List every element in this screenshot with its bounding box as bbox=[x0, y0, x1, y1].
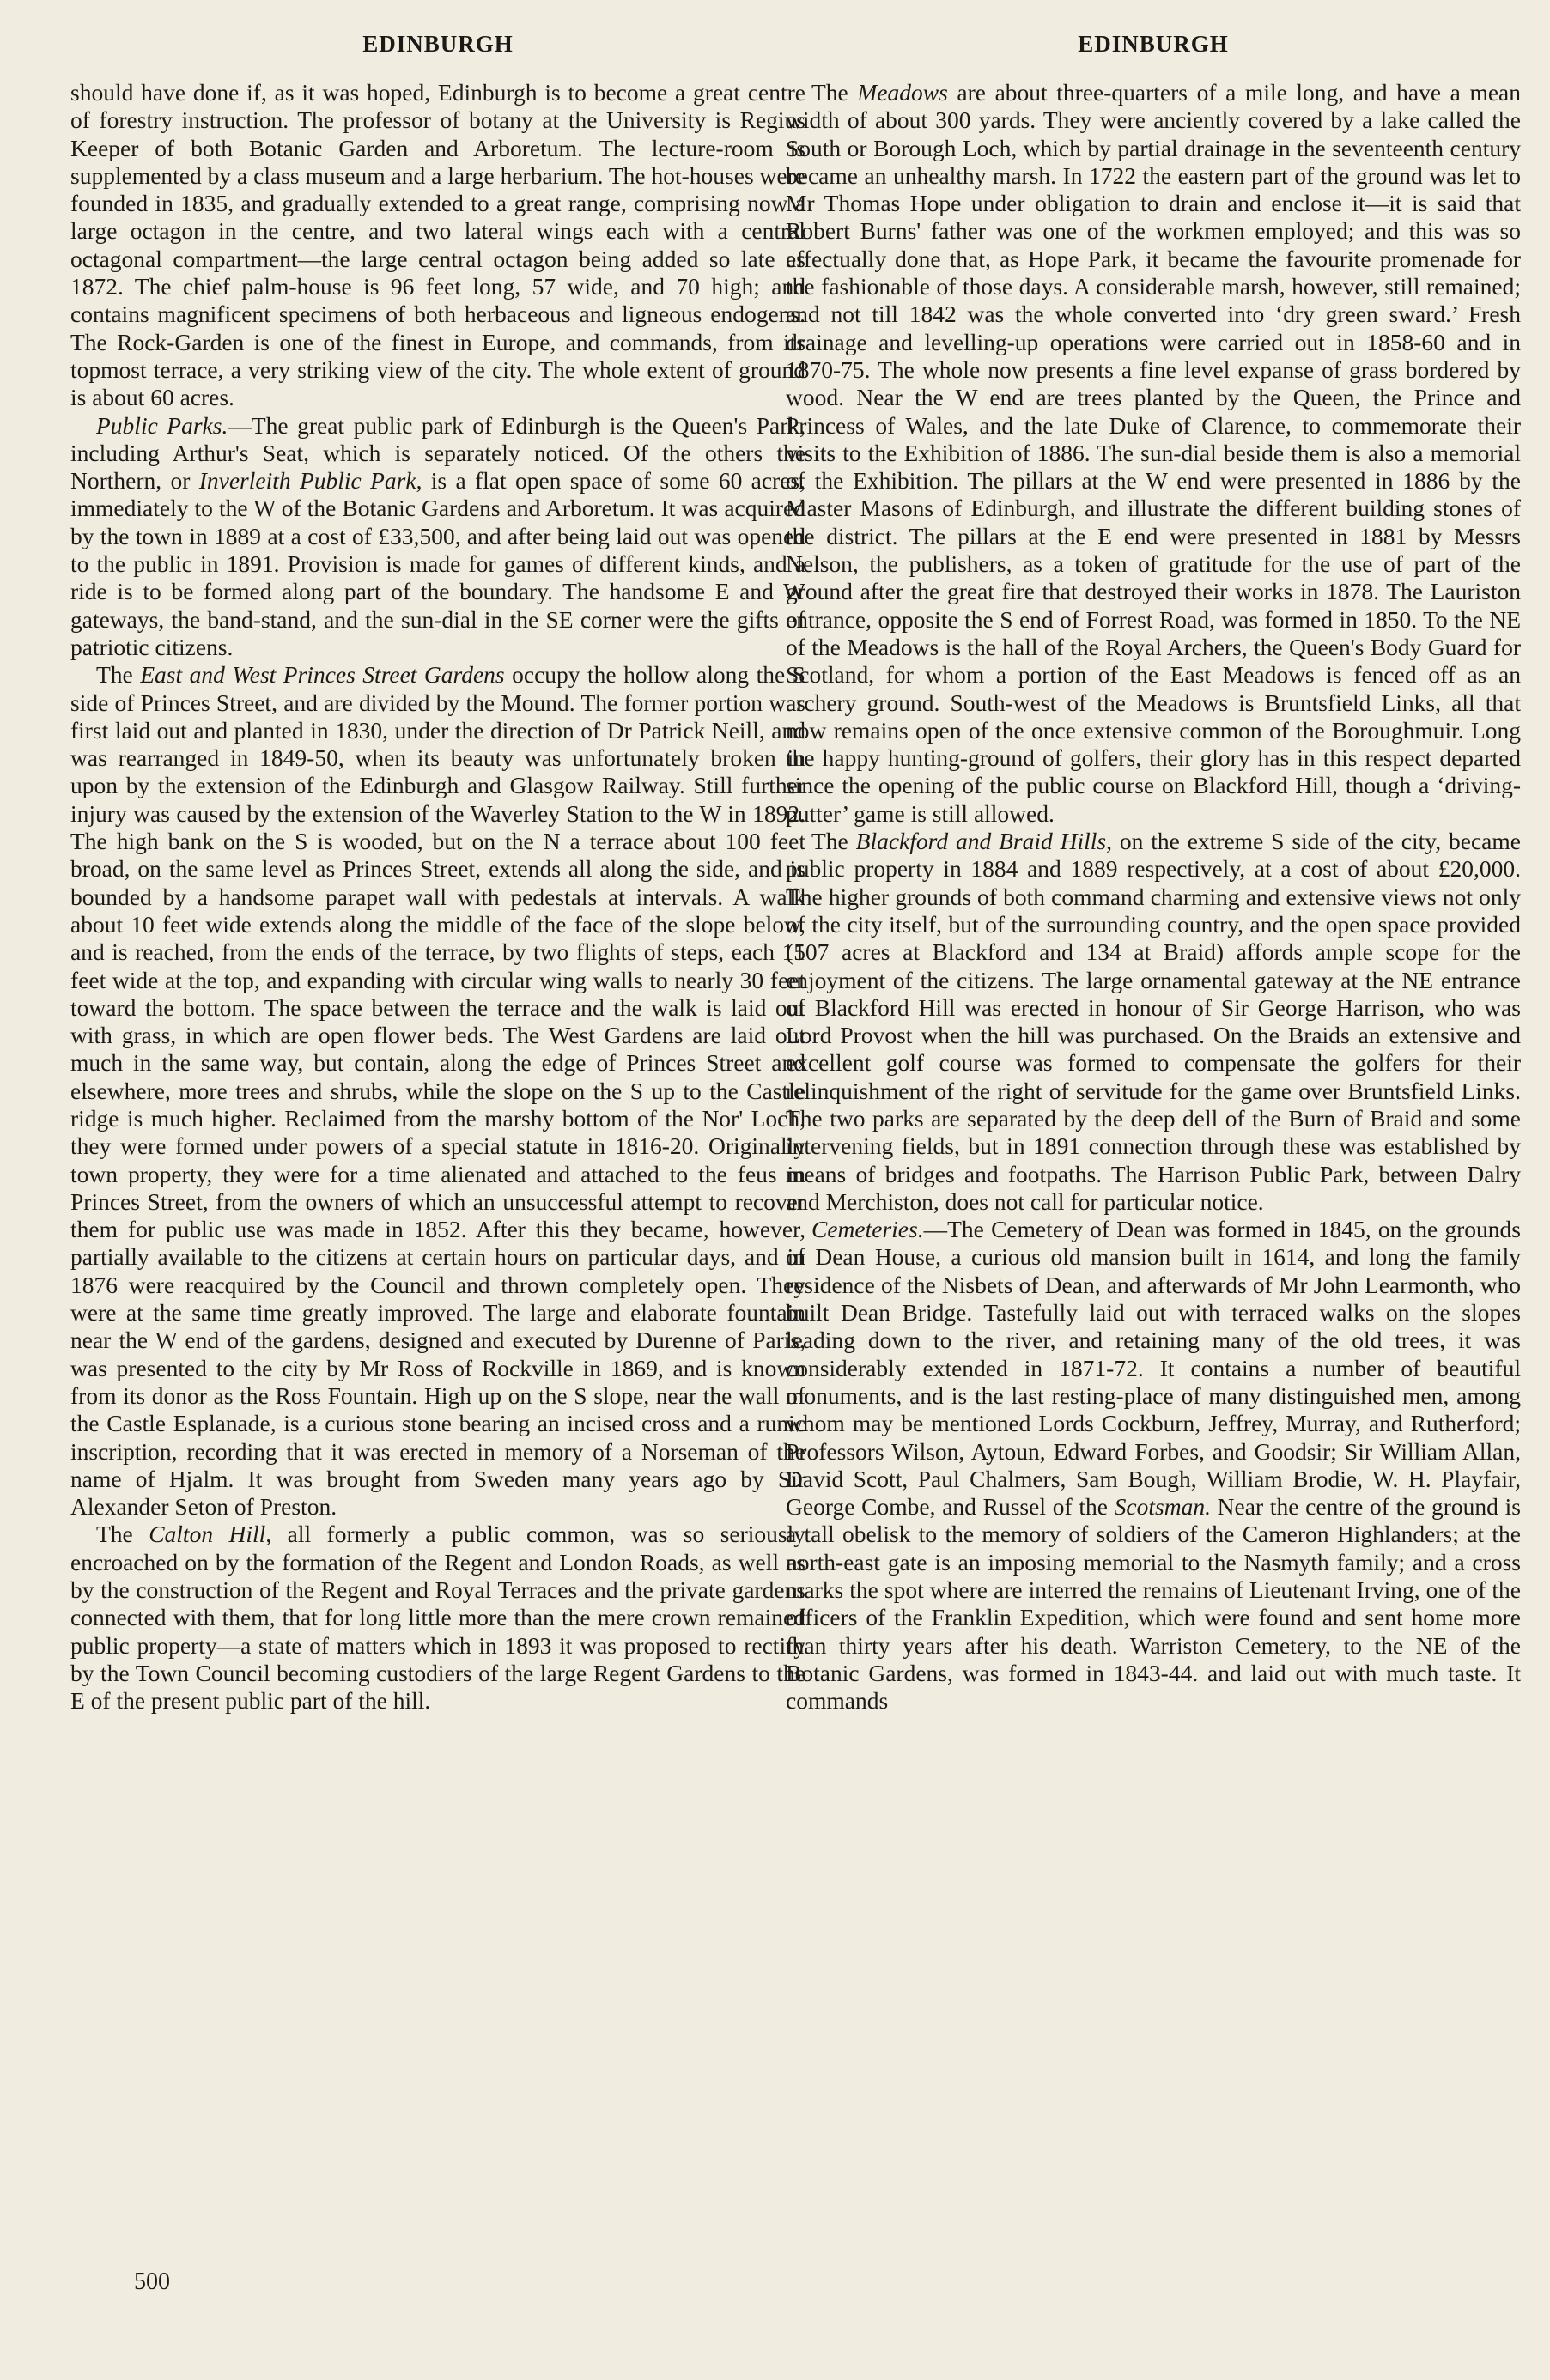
paragraph-text: occupy the hollow along the S side of Princes Street, and are divided by the Mound. The former portion was first laid out and planted in 1830, under the direction of Dr Patrick Neill, and was rearranged in 1849-50, when its beauty was unfortunately broken in upon by the extension of the Edinburgh and Glasgow Railway. Still further injury was caused by the extension of the Waverley Station to the W in 1892. The high bank on the S is wooded, but on the N a terrace about 100 feet broad, on the same level as Princes Street, extends all along the side, and is bounded by a handsome parapet wall with pedestals at intervals. A walk about 10 feet wide extends along the middle of the face of the slope below, and is reached, from the ends of the terrace, by two flights of steps, each 15 feet wide at the top, and expanding with circular wing walls to nearly 30 feet toward the bottom. The space between the terrace and the walk is laid out with grass, in which are open flower beds. The West Gardens are laid out much in the same way, but contain, along the edge of Princes Street and elsewhere, more trees and shrubs, while the slope on the S up to the Castle ridge is much higher. Reclaimed from the marshy bottom of the Nor' Loch, they were formed under powers of a special statute in 1816-20. Originally town property, they were for a time alienated and attached to the feus in Princes Street, from the owners of which an unsuccessful attempt to recover them for public use was made in 1852. After this they became, however, partially available to the citizens at certain hours on particular days, and in 1876 were reacquired by the Council and thrown completely open. They were at the same time greatly improved. The large and elaborate fountain near the W end of the gardens, designed and executed by Durenne of Paris, was presented to the city by Mr Ross of Rockville in 1869, and is known from its donor as the Ross Fountain. High up on the S slope, near the wall of the Castle Esplanade, is a curious stone bearing an incised cross and a runic inscription, recording that it was erected in memory of a Norseman of the name of Hjalm. It was brought from Sweden many years ago by Sir Alexander Seton of Preston. bbox=[70, 661, 805, 1521]
running-head-right: EDINBURGH bbox=[1078, 31, 1229, 57]
paragraph-text: , on the extreme S side of the city, became public property in 1884 and 1889 respectively, at a cost of about £20,000. The higher grounds of both command charming and extensive views not only of the city itself, but of the surrounding country, and the open space provided (107 acres at Blackford and 134 at Braid) affords ample scope for the enjoyment of the citizens. The large ornamental gateway at the NE entrance of Blackford Hill was erected in honour of Sir George Harrison, who was Lord Provost when the hill was purchased. On the Braids an extensive and excellent golf course was formed to compensate the golfers for their relinquishment of the right of servitude for the game over Bruntsfield Links. The two parks are separated by the deep dell of the Burn of Braid and some intervening fields, but in 1891 connection through these was established by means of bridges and footpaths. The Harrison Public Park, between Dalry and Merchiston, does not call for particular notice. bbox=[786, 828, 1521, 1215]
paragraph-text: should have done if, as it was hoped, Edinburgh is to become a great centre of forestry instruction. The professor of botany at the University is Regius Keeper of both Botanic Garden and Arboretum. The lecture-room is supplemented by a class museum and a large herbarium. The hot-houses were founded in 1835, and gradually extended to a great range, comprising now a large octagon in the centre, and two lateral wings each with a central octagonal compartment—the large central octagon being added so late as 1872. The chief palm-house is 96 feet long, 57 wide, and 70 high; and contains magnificent specimens of both herbaceous and ligneous endogens. The Rock-Garden is one of the finest in Europe, and commands, from its topmost terrace, a very striking view of the city. The whole extent of ground is about 60 acres. bbox=[70, 79, 805, 411]
running-head-left: EDINBURGH bbox=[362, 31, 514, 57]
italic-heading: Blackford and Braid Hills bbox=[855, 828, 1107, 855]
paragraph bbox=[786, 828, 1521, 1216]
right-column bbox=[786, 79, 1521, 1715]
paragraph-text: —The great public park of Edinburgh is the Queen's Park, including Arthur's Seat, which is separately noticed. Of the others the Northern, or bbox=[70, 411, 805, 495]
paragraph-text: The bbox=[811, 79, 858, 106]
paragraph bbox=[70, 1521, 805, 1715]
left-column bbox=[70, 79, 805, 1715]
italic-heading: Scotsman. bbox=[1114, 1493, 1211, 1521]
italic-heading: Calton Hill bbox=[149, 1521, 266, 1548]
italic-heading: Inverleith Public Park bbox=[198, 467, 416, 495]
paragraph-text: , is a flat open space of some 60 acres, immediately to the W of the Botanic Gardens and Arboretum. It was acquired by the town in 1889 at a cost of £33,500, and after being laid out was opened to the public in 1891. Provision is made for games of different kinds, and a ride is to be formed along part of the boundary. The handsome E and W gateways, the band-stand, and the sun-dial in the SE corner were the gifts of patriotic citizens. bbox=[70, 467, 806, 660]
paragraph-text: are about three-quarters of a mile long, and have a mean width of about 300 yards. They were anciently covered by a lake called the South or Borough Loch, which by partial drainage in the seventeenth century became an unhealthy marsh. In 1722 the eastern part of the ground was let to Mr Thomas Hope under obligation to drain and enclose it—it is said that Robert Burns' father was one of the workmen employed; and this was so effectually done that, as Hope Park, it became the favourite promenade for the fashionable of those days. A considerable marsh, however, still remained; and not till 1842 was the whole converted into ‘dry green sward.’ Fresh drainage and levelling-up operations were carried out in 1858-60 and in 1870-75. The whole now presents a fine level expanse of grass bordered by wood. Near the W end are trees planted by the Queen, the Prince and Princess of Wales, and the late Duke of Clarence, to commemorate their visits to the Exhibition of 1886. The sun-dial beside them is also a memorial of the Exhibition. The pillars at the W end were presented in 1886 by the Master Masons of Edinburgh, and illustrate the different building stones of the district. The pillars at the E end were presented in 1881 by Messrs Nelson, the publishers, as a token of gratitude for the use of part of the ground after the great fire that destroyed their works in 1878. The Lauriston entrance, opposite the S end of Forrest Road, was formed in 1850. To the NE of the Meadows is the hall of the Royal Archers, the Queen's Body Guard for Scotland, for whom a portion of the East Meadows is fenced off as an archery ground. South-west of the Meadows is Bruntsfield Links, all that now remains open of the once extensive common of the Boroughmuir. Long the happy hunting-ground of golfers, their glory has in this respect departed since the opening of the public course on Blackford Hill, though a ‘driving-putter’ game is still allowed. bbox=[786, 79, 1521, 827]
paragraph bbox=[786, 1216, 1521, 1715]
paragraph-text: The bbox=[811, 828, 856, 855]
italic-heading: Cemeteries. bbox=[811, 1216, 924, 1243]
paragraph-text: —The Cemetery of Dean was formed in 1845, on the grounds of Dean House, a curious old mansion built in 1614, and long the family residence of the Nisbets of Dean, and afterwards of Mr John Learmonth, who built Dean Bridge. Tastefully laid out with terraced walks on the slopes leading down to the river, and retaining many of the old trees, it was considerably extended in 1871-72. It contains a number of beautiful monuments, and is the last resting-place of many distinguished men, among whom may be mentioned Lords Cockburn, Jeffrey, Murray, and Rutherford; Professors Wilson, Aytoun, Edward Forbes, and Goodsir; Sir William Allan, David Scott, Paul Chalmers, Sam Bough, William Brodie, W. H. Playfair, George Combe, and Russel of the bbox=[786, 1216, 1521, 1521]
paragraph bbox=[70, 661, 805, 1521]
paragraph-text: Near the centre of the ground is a tall obelisk to the memory of soldiers of the Cameron Highlanders; at the north-east gate is an imposing memorial to the Nasmyth family; and a cross marks the spot where are interred the remains of Lieutenant Irving, one of the officers of the Franklin Expedition, which were found and sent home more than thirty years after his death. Warriston Cemetery, to the NE of the Botanic Gardens, was formed in 1843-44. and laid out with much taste. It commands bbox=[786, 1493, 1521, 1715]
italic-heading: Meadows bbox=[857, 79, 948, 106]
paragraph-text: The bbox=[96, 661, 141, 689]
italic-heading: Public Parks. bbox=[96, 411, 228, 439]
page-number: 500 bbox=[134, 2268, 170, 2295]
italic-heading: East and West Princes Street Gardens bbox=[140, 661, 505, 689]
paragraph bbox=[70, 79, 805, 412]
paragraph bbox=[786, 79, 1521, 828]
paragraph bbox=[70, 412, 805, 662]
paragraph-text: , all formerly a public common, was so seriously encroached on by the formation of the Regent and London Roads, as well as by the construction of the Regent and Royal Terraces and the private gardens connected with them, that for long little more than the mere crown remained public property—a state of matters which in 1893 it was proposed to rectify by the Town Council becoming custodiers of the large Regent Gardens to the E of the present public part of the hill. bbox=[70, 1521, 805, 1715]
paragraph-text: The bbox=[96, 1521, 149, 1548]
